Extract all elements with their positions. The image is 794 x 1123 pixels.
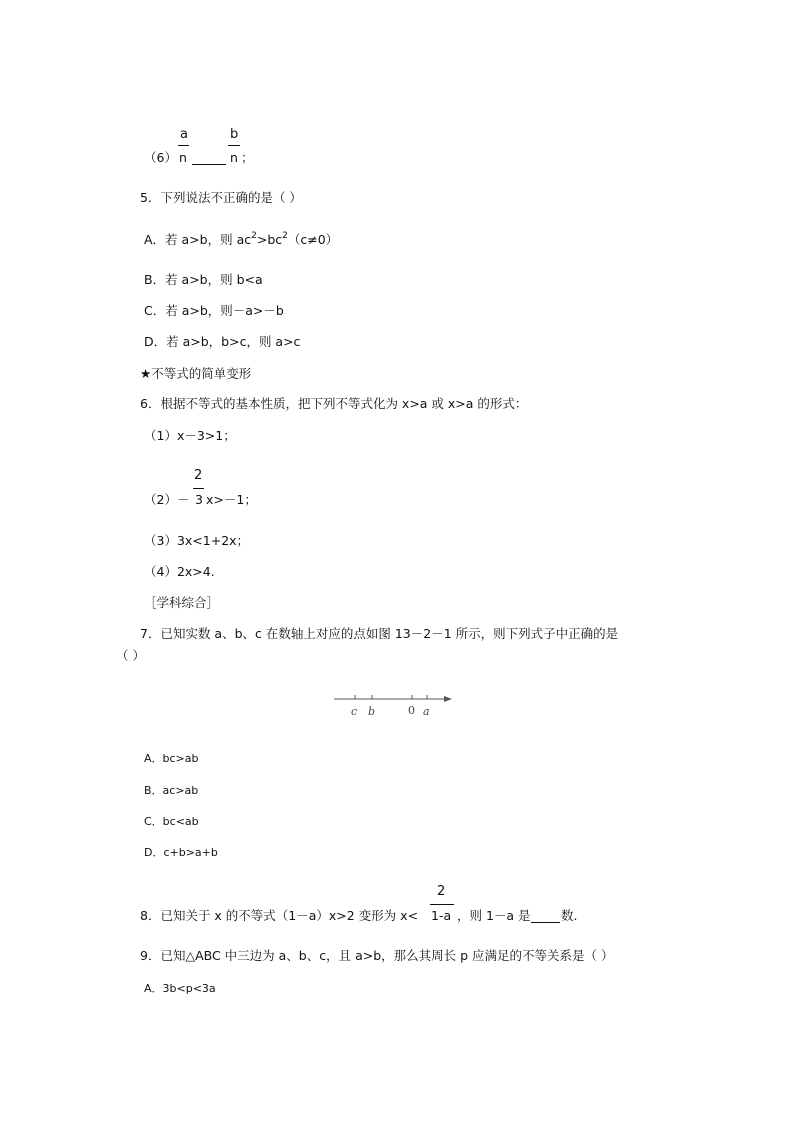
fraction-numerator: 2 xyxy=(194,468,203,483)
label-0: 0 xyxy=(408,704,415,717)
label-a: a xyxy=(423,705,430,718)
q7-stem-line2: （ ） xyxy=(116,648,145,663)
option-a-text-mid: >bc xyxy=(256,232,283,247)
q9-option-a: A．3b<p<3a xyxy=(144,982,216,995)
label-c: c xyxy=(351,705,358,718)
q7-stem: 7．已知实数 a、b、c 在数轴上对应的点如图 13－2－1 所示，则下列式子中正确的是 xyxy=(140,626,619,641)
fraction-bar xyxy=(178,145,189,146)
fraction-bar xyxy=(193,488,204,489)
q6-part-3: （3）3x<1+2x； xyxy=(144,533,250,548)
item-end: ； xyxy=(241,150,254,165)
item-index: （6） xyxy=(144,150,177,165)
fraction-numerator: 2 xyxy=(437,884,446,899)
superscript: 2 xyxy=(251,231,257,241)
q5-option-d: D．若 a>b，b>c，则 a>c xyxy=(144,334,301,349)
fraction-denominator: 1-a xyxy=(431,908,452,923)
q6-part-1: （1）x－3>1； xyxy=(144,428,236,443)
q7-option-d: D．c+b>a+b xyxy=(144,846,218,859)
option-a-text: A．若 a>b，则 ac xyxy=(144,232,252,247)
number-line-figure xyxy=(330,690,460,720)
part-2-prefix: （2）－ xyxy=(144,492,190,507)
arrow-icon xyxy=(444,696,452,702)
part-2-suffix: x>－1； xyxy=(206,492,257,507)
fraction-numerator-b: b xyxy=(230,127,239,142)
q8-stem-end: 数. xyxy=(561,908,578,923)
q8-stem: 8．已知关于 x 的不等式（1－a）x>2 变形为 x< xyxy=(140,908,419,923)
superscript: 2 xyxy=(282,231,288,241)
q7-option-b: B．ac>ab xyxy=(144,784,199,797)
fraction-denominator-left: n xyxy=(179,150,187,165)
answer-blank[interactable] xyxy=(531,922,560,923)
fraction-numerator-a: a xyxy=(180,127,188,142)
q9-stem: 9．已知△ABC 中三边为 a、b、c，且 a>b，那么其周长 p 应满足的不等关系是（ ） xyxy=(140,948,614,963)
q6-part-4: （4）2x>4. xyxy=(144,564,215,579)
subject-label: ［学科综合］ xyxy=(144,595,220,610)
q5-option-a xyxy=(144,231,339,247)
q8-stem-after: ，则 1－a 是 xyxy=(457,908,531,923)
fraction-bar xyxy=(228,145,240,146)
q5-stem: 5．下列说法不正确的是（ ） xyxy=(140,190,302,205)
q6-stem: 6．根据不等式的基本性质，把下列不等式化为 x>a 或 x>a 的形式： xyxy=(140,396,528,411)
fraction-denominator: 3 xyxy=(195,492,203,507)
section-heading: ★不等式的简单变形 xyxy=(140,366,252,381)
label-b: b xyxy=(368,705,376,718)
q5-option-b: B．若 a>b，则 b<a xyxy=(144,272,263,287)
answer-blank[interactable] xyxy=(192,164,226,165)
fraction-denominator-right: n xyxy=(230,150,238,165)
q5-option-c: C．若 a>b，则－a>－b xyxy=(144,303,284,318)
fraction-bar xyxy=(430,904,454,905)
q7-option-c: C．bc<ab xyxy=(144,815,199,828)
q7-option-a: A．bc>ab xyxy=(144,752,199,765)
option-a-condition: （c≠0） xyxy=(287,232,339,247)
